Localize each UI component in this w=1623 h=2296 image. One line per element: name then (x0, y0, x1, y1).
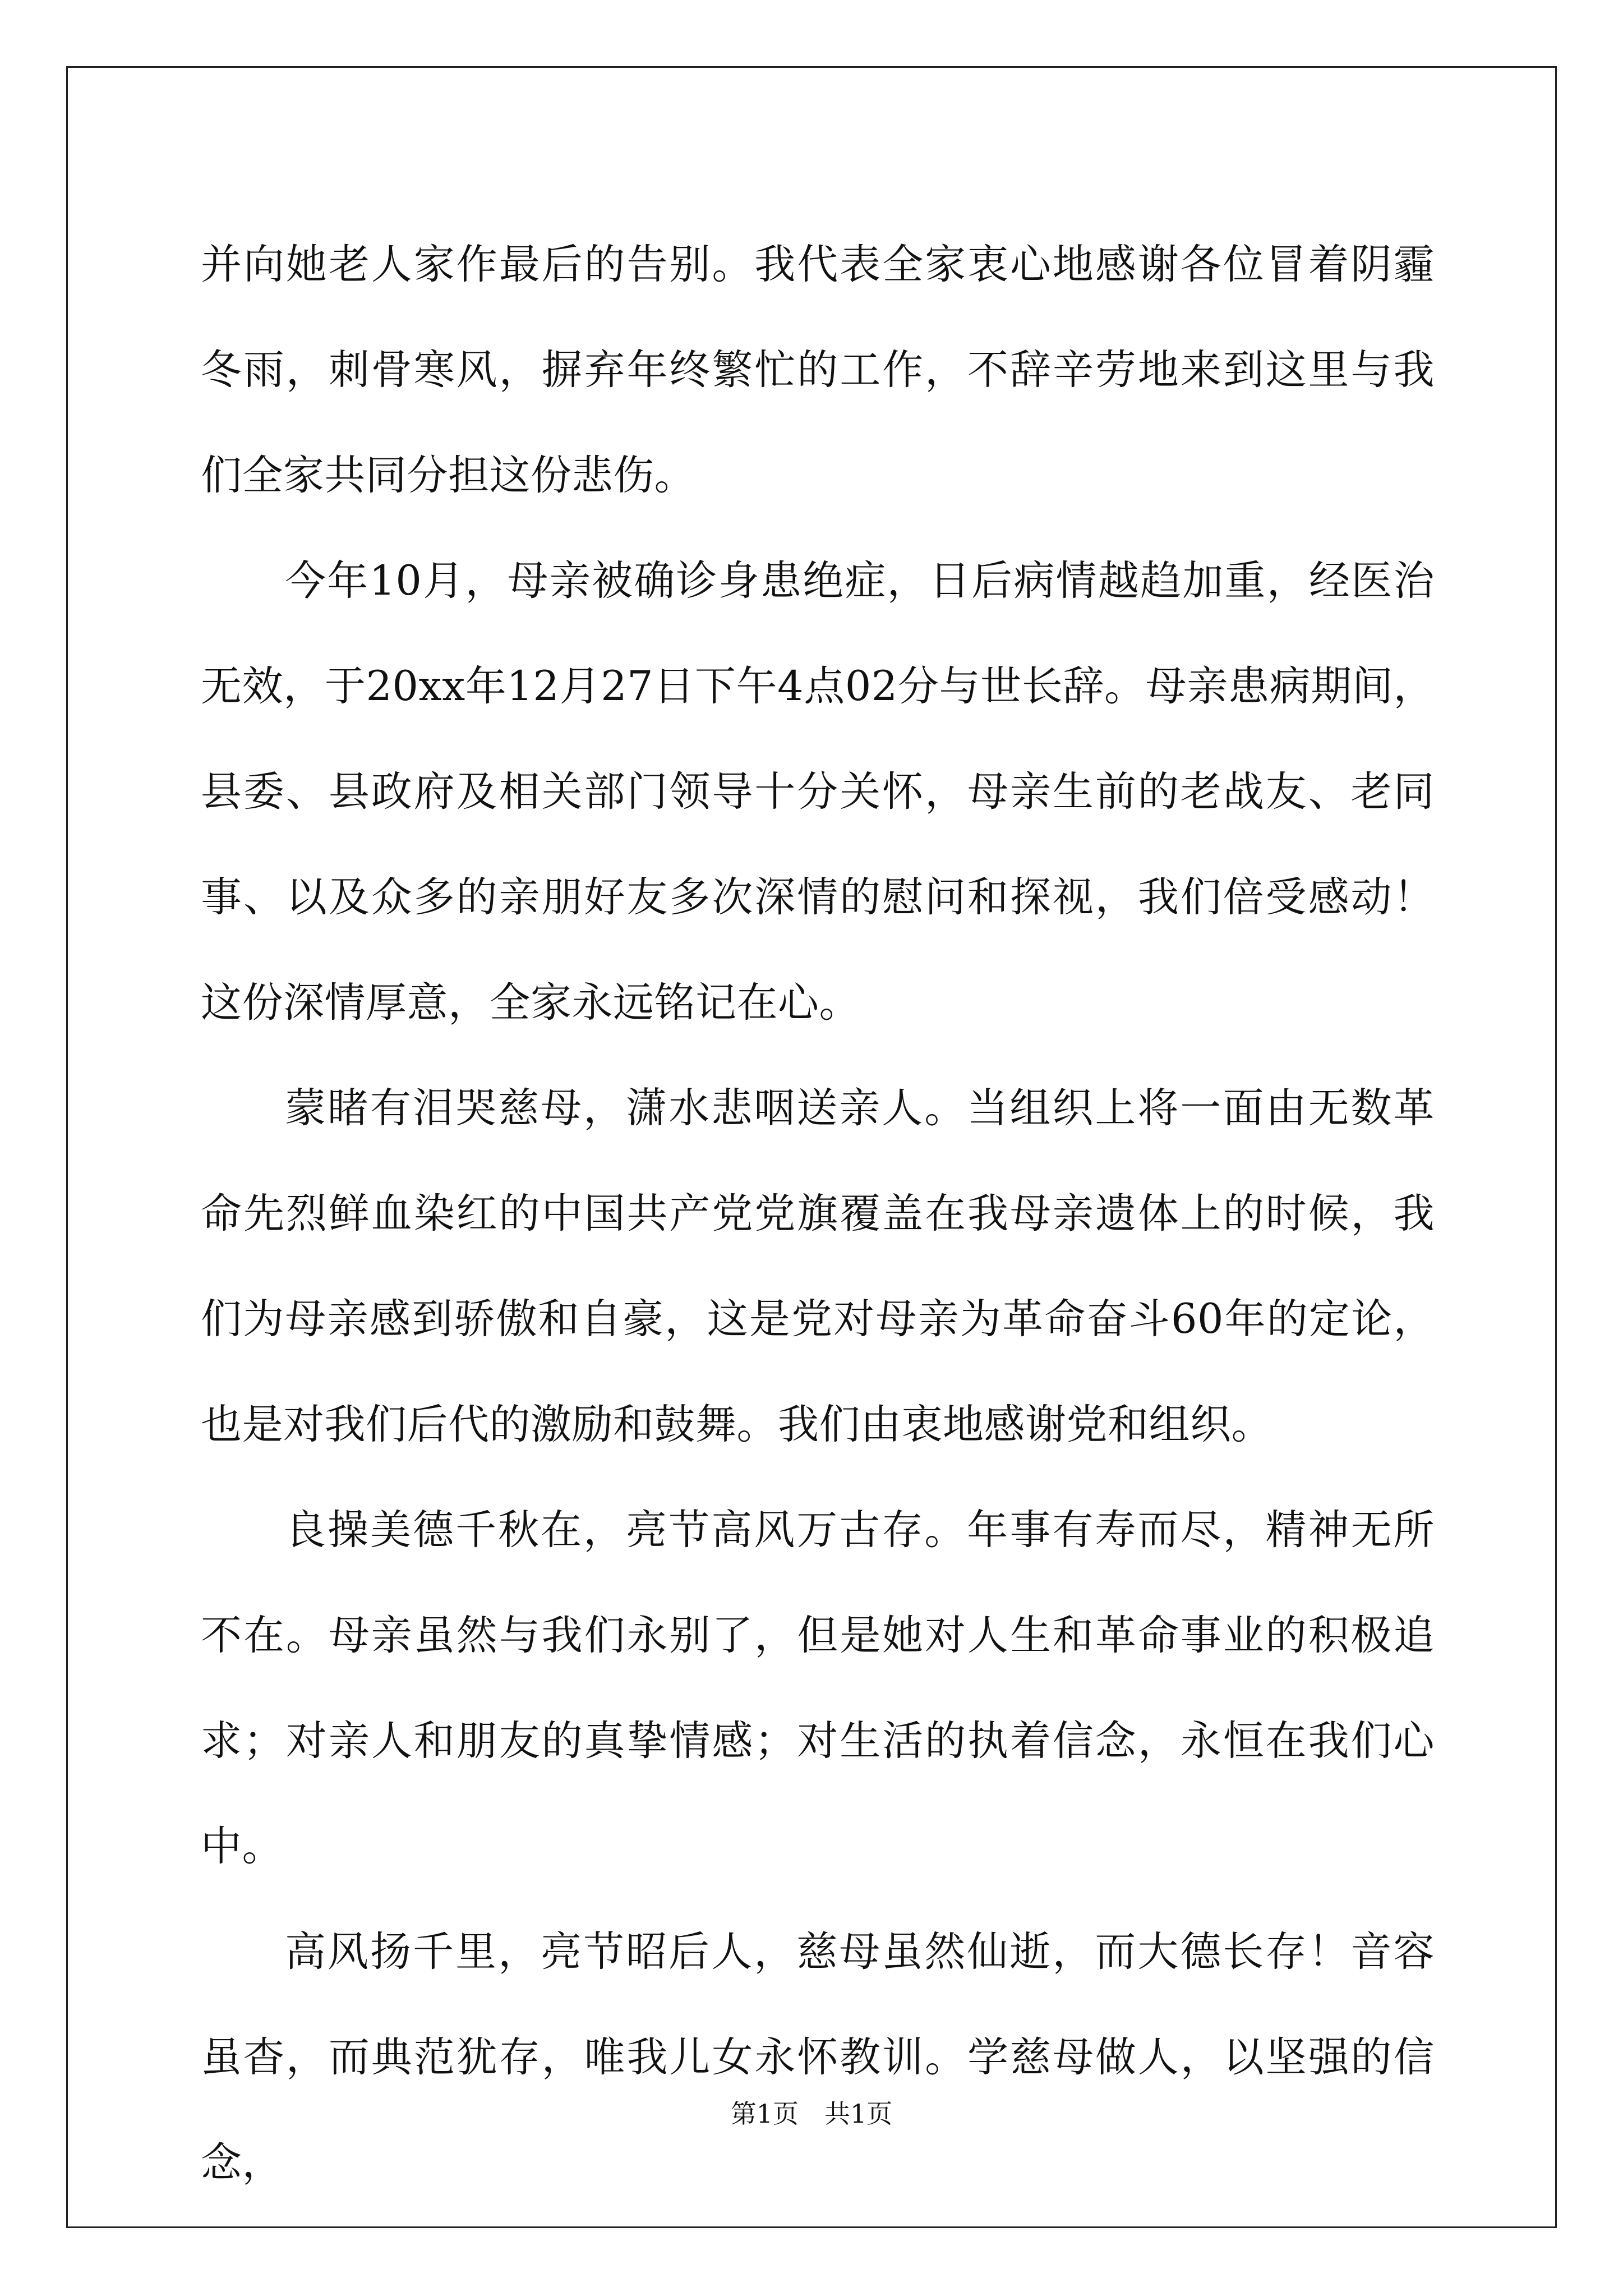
paragraph-2: 今年10月，母亲被确诊身患绝症，日后病情越趋加重，经医治无效，于20xx年12月27日下午4点02分与世长辞。母亲患病期间，县委、县政府及相关部门领导十分关怀，母亲生前的老战友、老同事、以及众多的亲朋好友多次深情的慰问和探视，我们倍受感动！这份深情厚意，全家永远铭记在心。 (201, 557, 1435, 1027)
page-footer: 第1页 共1页 (730, 2099, 893, 2129)
paragraph-4: 良操美德千秋在，亮节高风万古存。年事有寿而尽，精神无所不在。母亲虽然与我们永别了，但是她对人生和革命事业的积极追求；对亲人和朋友的真挚情感；对生活的执着信念，永恒在我们心中。 (201, 1506, 1435, 1870)
document-body (201, 212, 1435, 2216)
paragraph-3: 蒙睹有泪哭慈母，潇水悲咽送亲人。当组织上将一面由无数革命先烈鲜血染红的中国共产党党旗覆盖在我母亲遗体上的时候，我们为母亲感到骄傲和自豪，这是党对母亲为革命奋斗60年的定论，也是对我们后代的激励和鼓舞。我们由衷地感谢党和组织。 (201, 1084, 1435, 1448)
paragraph-5: 高风扬千里，亮节昭后人，慈母虽然仙逝，而大德长存！音容虽杳，而典范犹存，唯我儿女永怀教训。学慈母做人，以坚强的信念， (201, 1928, 1435, 2187)
paragraph-1: 并向她老人家作最后的告别。我代表全家衷心地感谢各位冒着阴霾冬雨，刺骨寒风，摒弃年终繁忙的工作，不辞辛劳地来到这里与我们全家共同分担这份悲伤。 (201, 241, 1435, 499)
